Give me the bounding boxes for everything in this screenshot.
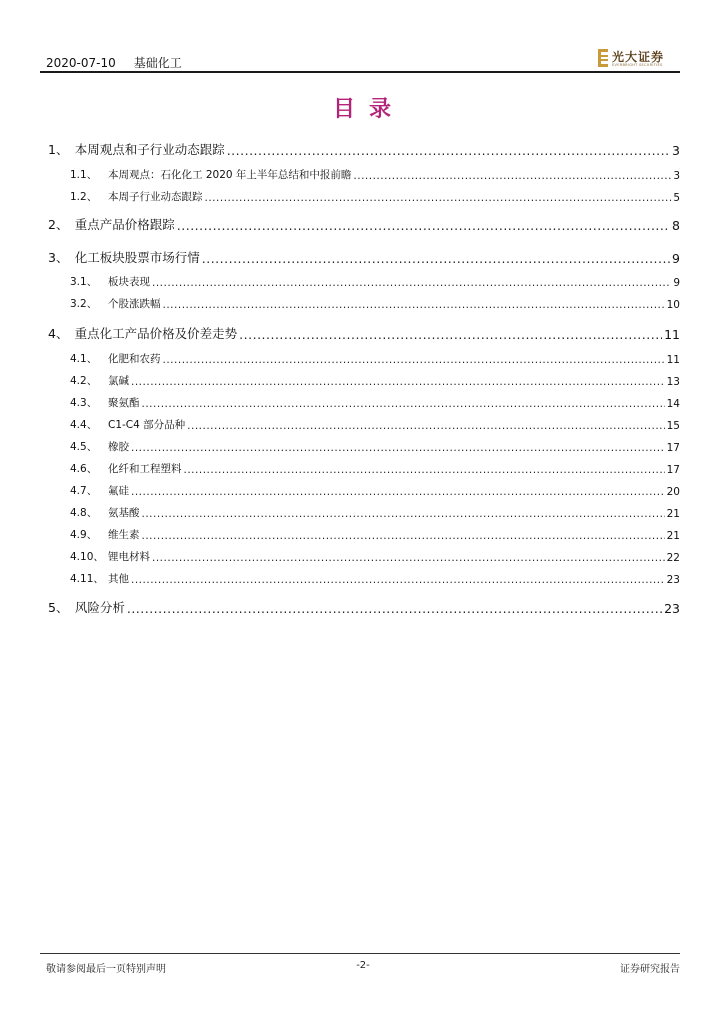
page-header [40,48,680,72]
toc-leader-dots [187,420,664,432]
toc-entry-page: 9 [673,277,680,289]
toc-entry-page: 13 [666,376,680,388]
toc-entry-page: 11 [664,327,680,342]
toc-entry[interactable] [70,546,680,564]
toc-entry-page: 5 [673,192,680,204]
toc-entry-number: 4.5、 [70,441,98,453]
toc-entry-page: 8 [672,218,680,233]
toc-entry-page: 10 [666,299,680,311]
toc-entry-label: 维生素 [108,529,140,541]
toc-entry-page: 3 [673,170,680,182]
toc-leader-dots [202,251,670,266]
toc-leader-dots [142,530,665,542]
toc-entry-label: 氯碱 [108,375,129,387]
toc-entry[interactable] [70,370,680,388]
toc-entry-page: 21 [666,530,680,542]
toc-entry[interactable] [48,215,680,233]
toc-entry-number: 3.2、 [70,298,98,310]
toc-entry-label: 化肥和农药 [108,353,161,365]
report-date: 2020-07-10 [46,56,116,70]
toc-entry[interactable] [70,164,680,182]
toc-entry[interactable] [70,392,680,410]
toc-leader-dots [142,398,665,410]
toc-entry-label: 橡胶 [108,441,129,453]
toc-leader-dots [131,486,665,498]
toc-entry[interactable] [70,348,680,366]
toc-entry-label: 其他 [108,573,129,585]
header-divider [40,71,680,73]
toc-entry-label: C1-C4 部分品种 [108,419,186,431]
toc-entry-page: 23 [664,601,680,616]
toc-entry[interactable] [70,458,680,476]
toc-entry-number: 4.4、 [70,419,98,431]
toc-entry[interactable] [70,186,680,204]
toc-entry-number: 4.10、 [70,551,104,563]
toc-entry-number: 1.1、 [70,169,98,181]
toc-leader-dots [131,442,665,454]
logo-mark-icon [598,49,608,67]
toc-leader-dots [227,143,670,158]
toc-entry-page: 11 [666,354,680,366]
toc-entry[interactable] [70,524,680,542]
toc-entry-label: 重点化工产品价格及价差走势 [74,326,238,341]
toc-entry[interactable] [48,248,680,266]
toc-entry-number: 3.1、 [70,276,98,288]
toc-entry[interactable] [70,414,680,432]
toc-leader-dots [152,277,671,289]
toc-leader-dots [177,218,670,233]
toc-entry-number: 4.9、 [70,529,98,541]
company-logo [598,48,678,72]
toc-entry-number: 4、 [48,326,69,341]
toc-entry-number: 4.7、 [70,485,98,497]
toc-leader-dots [205,192,672,204]
toc-entry-page: 23 [666,574,680,586]
toc-entry[interactable] [48,324,680,342]
toc-entry[interactable] [70,502,680,520]
toc-entry-number: 4.11、 [70,573,104,585]
toc-entry-label: 化工板块股票市场行情 [74,250,200,265]
toc-entry-label: 板块表现 [108,276,150,288]
toc-entry-label: 重点产品价格跟踪 [74,217,175,232]
toc-entry[interactable] [48,598,680,616]
toc-entry-label: 本周观点：石化化工 2020 年上半年总结和中报前瞻 [108,169,352,181]
toc-entry-page: 17 [666,442,680,454]
toc-leader-dots [163,299,665,311]
toc-entry-label: 氨基酸 [108,507,140,519]
toc-title: 目录 [332,97,405,122]
toc-leader-dots [239,327,662,342]
toc-entry-label: 本周子行业动态跟踪 [108,191,203,203]
toc-entry[interactable] [70,293,680,311]
toc-entry[interactable] [70,480,680,498]
toc-entry-page: 17 [666,464,680,476]
toc-entry-page: 9 [672,251,680,266]
toc-entry-number: 2、 [48,217,69,232]
footer-disclaimer: 敬请参阅最后一页特别声明 [46,964,166,975]
toc-entry-label: 化纤和工程塑料 [108,463,182,475]
toc-entry-number: 1.2、 [70,191,98,203]
footer-divider [40,953,680,954]
toc-entry-number: 4.6、 [70,463,98,475]
toc-leader-dots [152,552,665,564]
toc-entry-number: 4.1、 [70,353,98,365]
report-sector: 基础化工 [133,56,182,70]
toc-entry[interactable] [48,140,680,158]
toc-entry-label: 风险分析 [74,600,125,615]
toc-entry[interactable] [70,271,680,289]
toc-entry-label: 锂电材料 [108,551,150,563]
toc-leader-dots [184,464,665,476]
logo-subtext: EVERBRIGHT SECURITIES [612,63,663,67]
toc-entry-page: 22 [666,552,680,564]
toc-leader-dots [142,508,665,520]
toc-leader-dots [353,170,671,182]
toc-entry-number: 4.8、 [70,507,98,519]
toc-entry[interactable] [70,568,680,586]
header-meta [46,54,182,71]
toc-entry[interactable] [70,436,680,454]
toc-entry-label: 氟硅 [108,485,129,497]
toc-entry-number: 4.2、 [70,375,98,387]
toc-entry-number: 3、 [48,250,69,265]
toc-entry-page: 20 [666,486,680,498]
toc-leader-dots [163,354,665,366]
toc-entry-label: 聚氨酯 [108,397,140,409]
toc-entry-label: 个股涨跌幅 [108,298,161,310]
toc-entry-number: 5、 [48,600,69,615]
toc-leader-dots [131,574,665,586]
toc-entry-page: 14 [666,398,680,410]
toc-entry-number: 1、 [48,142,69,157]
toc-entry-page: 21 [666,508,680,520]
toc-entry-number: 4.3、 [70,397,98,409]
logo-text: 光大证券 [612,50,665,64]
toc-entry-page: 3 [672,143,680,158]
footer-report-type: 证券研究报告 [620,964,680,975]
toc-entry-label: 本周观点和子行业动态跟踪 [74,142,225,157]
toc-entry-page: 15 [666,420,680,432]
toc-leader-dots [127,601,662,616]
page-number: -2- [356,960,370,971]
toc-leader-dots [131,376,665,388]
